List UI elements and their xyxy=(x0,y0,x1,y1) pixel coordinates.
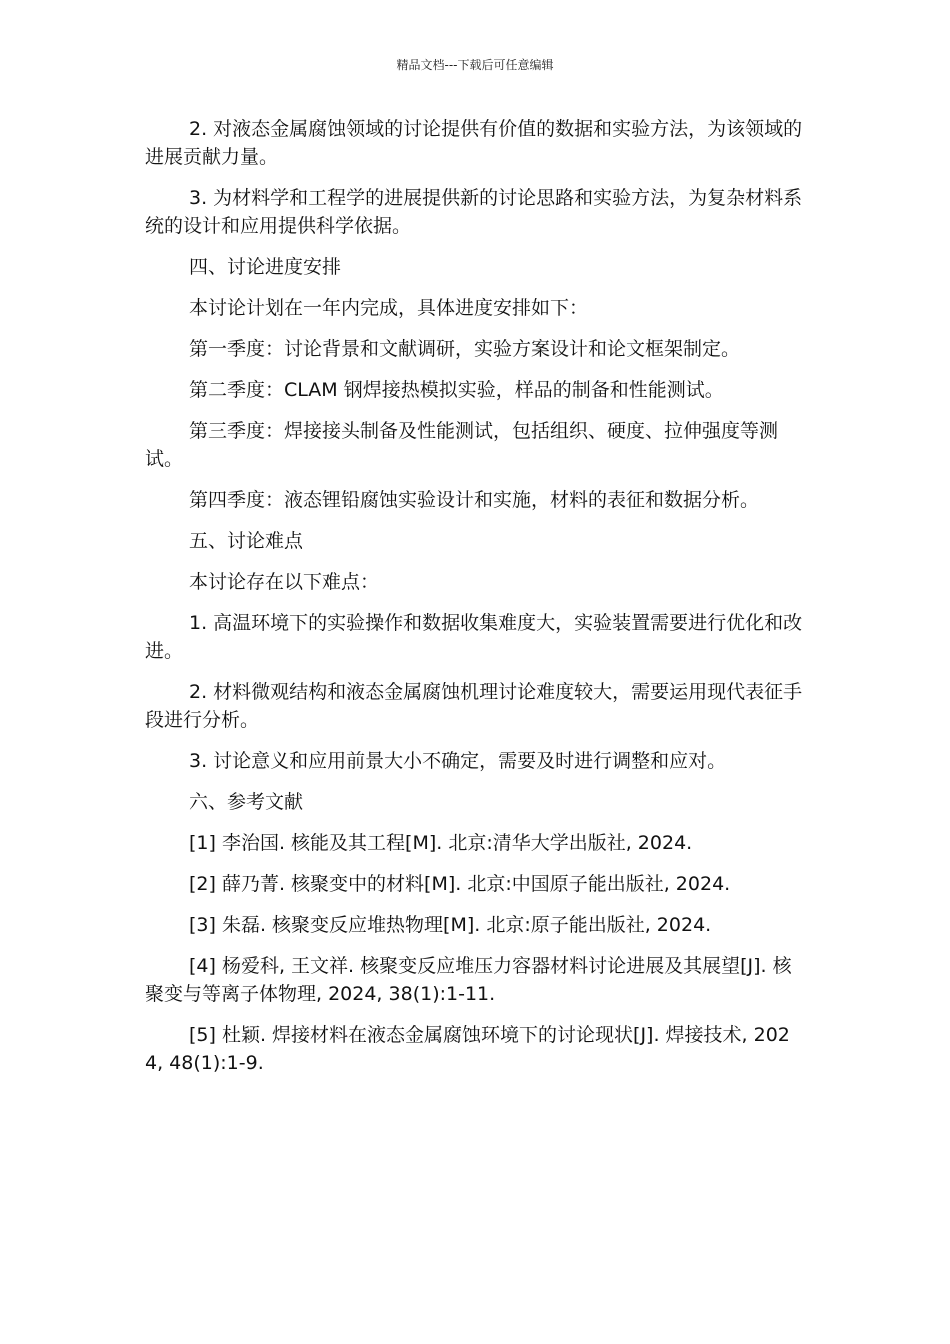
reference-3: [3] 朱磊. 核聚变反应堆热物理[M]. 北京:原子能出版社, 2024. xyxy=(189,914,712,936)
paragraph-q2: 第二季度：CLAM 钢焊接热模拟实验，样品的制备和性能测试。 xyxy=(189,379,724,401)
reference-2: [2] 薛乃菁. 核聚变中的材料[M]. 北京:中国原子能出版社, 2024. xyxy=(189,873,731,895)
paragraph-q4: 第四季度：液态锂铅腐蚀实验设计和实施，材料的表征和数据分析。 xyxy=(189,489,760,511)
paragraph-q1: 第一季度：讨论背景和文献调研，实验方案设计和论文框架制定。 xyxy=(189,338,741,360)
reference-1: [1] 李治国. 核能及其工程[M]. 北京:清华大学出版社, 2024. xyxy=(189,832,693,854)
paragraph-difficulties-intro: 本讨论存在以下难点： xyxy=(189,571,380,593)
reference-4: [4] 杨爱科, 王文祥. 核聚变反应堆压力容器材料讨论进展及其展望[J]. 核聚变与等离子体物理, 2024, 38(1):1-11. xyxy=(145,955,792,1005)
paragraph-difficulty-3: 3. 讨论意义和应用前景大小不确定，需要及时进行调整和应对。 xyxy=(189,750,727,772)
paragraph-outcome-3: 3. 为材料学和工程学的进展提供新的讨论思路和实验方法，为复杂材料系统的设计和应用提供科学依据。 xyxy=(145,187,803,237)
section-heading-references: 六、参考文献 xyxy=(189,791,304,813)
document-body xyxy=(145,115,805,1090)
paragraph-outcome-2: 2. 对液态金属腐蚀领域的讨论提供有价值的数据和实验方法，为该领域的进展贡献力量。 xyxy=(145,118,803,168)
reference-5: [5] 杜颖. 焊接材料在液态金属腐蚀环境下的讨论现状[J]. 焊接技术, 2024, 48(1):1-9. xyxy=(145,1024,790,1074)
paragraph-schedule-intro: 本讨论计划在一年内完成，具体进度安排如下： xyxy=(189,297,589,319)
section-heading-schedule: 四、讨论进度安排 xyxy=(189,256,342,278)
paragraph-difficulty-1: 1. 高温环境下的实验操作和数据收集难度大，实验装置需要进行优化和改进。 xyxy=(145,612,803,662)
page-header: 精品文档---下载后可任意编辑 xyxy=(396,58,554,72)
section-heading-difficulties: 五、讨论难点 xyxy=(189,530,304,552)
paragraph-difficulty-2: 2. 材料微观结构和液态金属腐蚀机理讨论难度较大，需要运用现代表征手段进行分析。 xyxy=(145,681,803,731)
paragraph-q3: 第三季度：焊接接头制备及性能测试，包括组织、硬度、拉伸强度等测试。 xyxy=(145,420,779,470)
